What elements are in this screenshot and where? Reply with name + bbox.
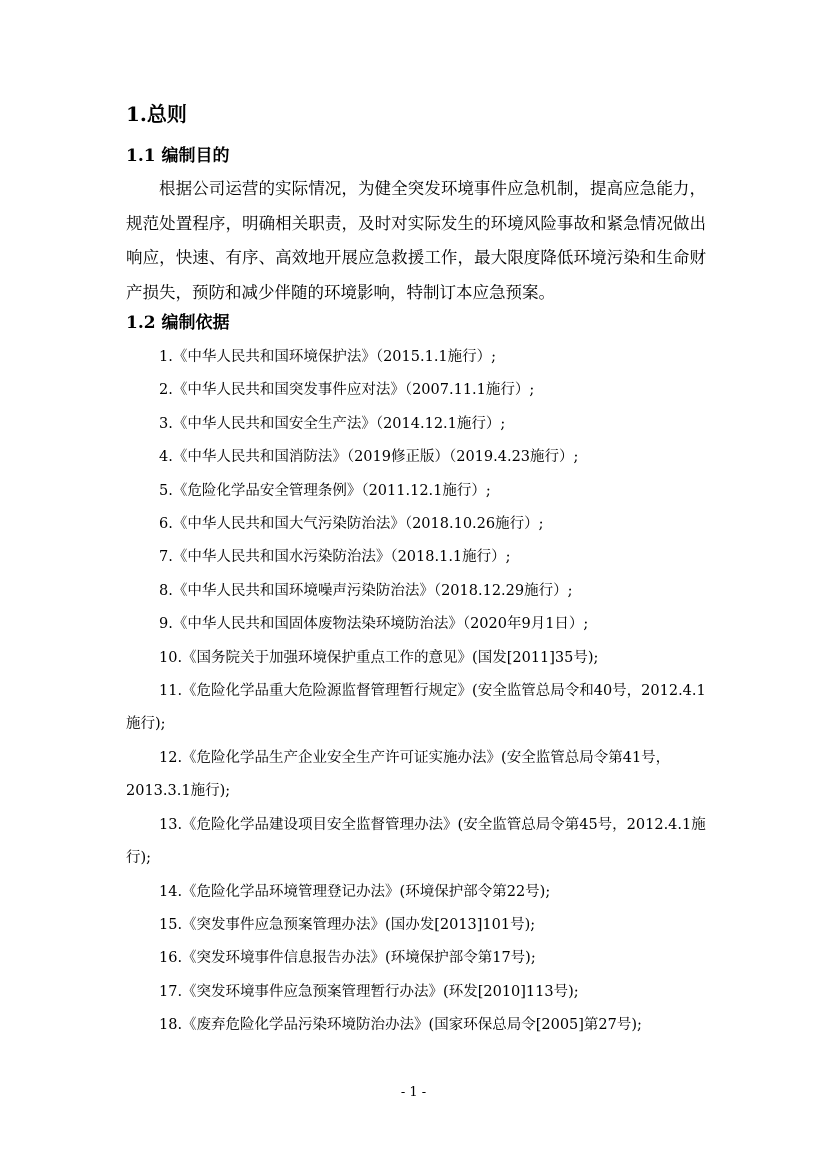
basis-list	[126, 341, 706, 1043]
list-item: 9.《中华人民共和国固体废物法染环境防治法》（2020年9月1日）;	[159, 616, 589, 633]
section-title-purpose: 1.1 编制目的	[126, 146, 230, 166]
list-item: 1.《中华人民共和国环境保护法》（2015.1.1施行）;	[159, 349, 497, 365]
list-item: 4.《中华人民共和国消防法》（2019修正版）（2019.4.23施行）;	[159, 449, 579, 466]
list-item: 12.《危险化学品生产企业安全生产许可证实施办法》(安全监管总局令第41号，2013.3.1施行);	[126, 749, 671, 800]
chapter-title: 1.总则	[126, 102, 187, 126]
list-item: 8.《中华人民共和国环境噪声污染防治法》（2018.12.29施行）;	[159, 582, 573, 599]
list-item: 6.《中华人民共和国大气污染防治法》（2018.10.26施行）;	[159, 516, 544, 533]
list-item: 7.《中华人民共和国水污染防治法》（2018.1.1施行）;	[159, 549, 511, 566]
list-item: 16.《突发环境事件信息报告办法》(环境保护部令第17号);	[159, 950, 536, 967]
list-item: 13.《危险化学品建设项目安全监督管理办法》(安全监管总局令第45号，2012.4.1施行);	[126, 816, 706, 867]
list-item: 15.《突发事件应急预案管理办法》(国办发[2013]101号);	[159, 916, 536, 933]
list-item: 18.《废弃危险化学品污染环境防治办法》(国家环保总局令[2005]第27号);	[159, 1017, 642, 1034]
list-item: 5.《危险化学品安全管理条例》（2011.12.1施行）;	[159, 482, 491, 499]
list-item: 10.《国务院关于加强环境保护重点工作的意见》(国发[2011]35号);	[159, 649, 599, 666]
list-item: 2.《中华人民共和国突发事件应对法》（2007.11.1施行）;	[159, 382, 535, 399]
list-item: 14.《危险化学品环境管理登记办法》(环境保护部令第22号);	[159, 883, 551, 900]
list-item: 3.《中华人民共和国安全生产法》（2014.12.1施行）;	[159, 415, 506, 432]
purpose-paragraph: 根据公司运营的实际情况，为健全突发环境事件应急机制，提高应急能力，规范处置程序，明确相关职责，及时对实际发生的环境风险事故和紧急情况做出响应，快速、有序、高效地开展应急救援工作，最大限度降低环境污染和生命财产损失，预防和减少伴随的环境影响，特制订本应急预案。	[126, 179, 706, 302]
list-item: 17.《突发环境事件应急预案管理暂行办法》(环发[2010]113号);	[159, 983, 579, 1000]
page-number: - 1 -	[400, 1085, 427, 1100]
section-title-basis: 1.2 编制依据	[126, 313, 230, 333]
list-item: 11.《危险化学品重大危险源监督管理暂行规定》(安全监管总局令和40号，2012.4.1施行);	[126, 683, 706, 733]
